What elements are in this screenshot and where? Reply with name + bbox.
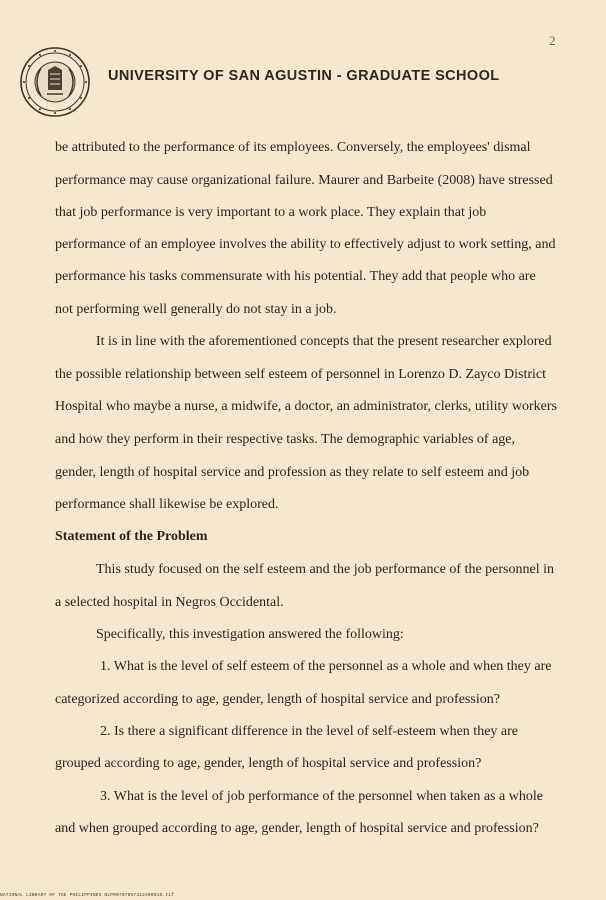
paragraph-line: performance his tasks commensurate with his potential. They add that people who are: [55, 269, 536, 284]
page-number: 2: [549, 33, 556, 48]
header-title: UNIVERSITY OF SAN AGUSTIN - GRADUATE SCHOOL: [108, 68, 500, 84]
question-line: 3. What is the level of job performance of the personnel when taken as a whole: [100, 789, 543, 804]
paragraph-line: that job performance is very important to a work place. They explain that job: [55, 205, 487, 220]
question-line: grouped according to age, gender, length of hospital service and profession?: [55, 756, 482, 771]
paragraph-line: Specifically, this investigation answered the following:: [96, 627, 404, 642]
paragraph-line: performance may cause organizational failure. Maurer and Barbeite (2008) have stressed: [55, 173, 553, 188]
paragraph-line: and how they perform in their respective tasks. The demographic variables of age,: [55, 432, 516, 447]
paragraph-line: the possible relationship between self esteem of personnel in Lorenzo D. Zayco District: [55, 367, 547, 382]
question-line: 1. What is the level of self esteem of the personnel as a whole and when they are: [100, 659, 552, 674]
paragraph-line: This study focused on the self esteem and the job performance of the personnel in: [96, 562, 554, 577]
paragraph-line: performance shall likewise be explored.: [55, 497, 279, 512]
paragraph-line: performance of an employee involves the ability to effectively adjust to work setting, and: [55, 237, 556, 252]
question-line: and when grouped according to age, gender, length of hospital service and profession?: [55, 821, 539, 836]
paragraph-line: It is in line with the aforementioned concepts that the present researcher explored: [96, 334, 552, 349]
paragraph-line: not performing well generally do not stay in a job.: [55, 302, 337, 317]
scan-footer: NATIONAL LIBRARY OF THE PHILIPPINES NLP00707057412406010.tif: [0, 893, 175, 898]
paragraph-line: gender, length of hospital service and profession as they relate to self esteem and job: [55, 465, 530, 480]
paragraph-line: Hospital who maybe a nurse, a midwife, a doctor, an administrator, clerks, utility workers: [55, 399, 557, 414]
section-heading: Statement of the Problem: [55, 529, 208, 544]
university-seal-logo: [19, 46, 91, 118]
paragraph-line: be attributed to the performance of its employees. Conversely, the employees' dismal: [55, 140, 531, 155]
paragraph-line: a selected hospital in Negros Occidental.: [55, 595, 284, 610]
question-line: categorized according to age, gender, length of hospital service and profession?: [55, 692, 500, 707]
question-line: 2. Is there a significant difference in the level of self-esteem when they are: [100, 724, 519, 739]
